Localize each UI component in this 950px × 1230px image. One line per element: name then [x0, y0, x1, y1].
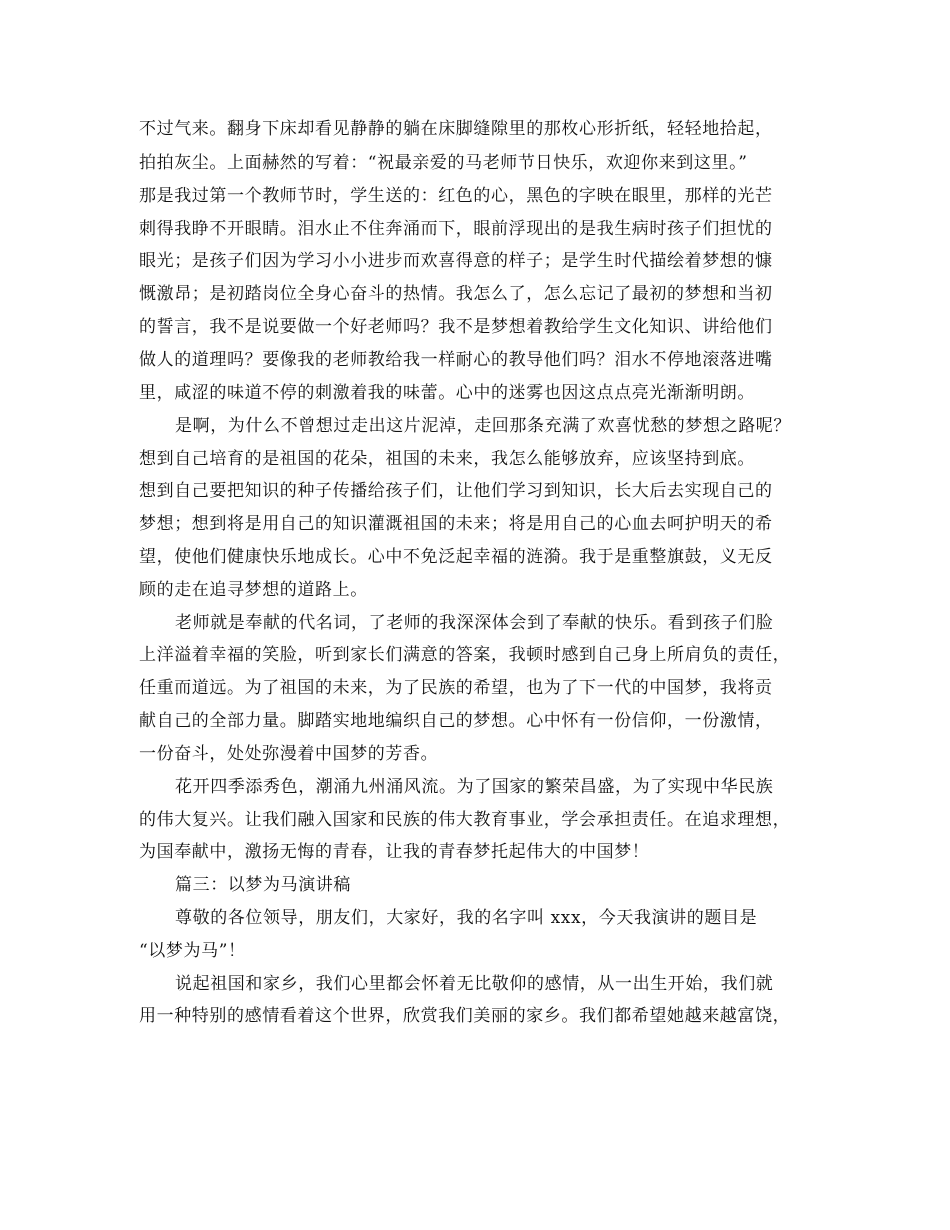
text-line: 做人的道理吗？要像我的老师教给我一样耐心的教导他们吗？泪水不停地滚落进嘴 — [139, 350, 773, 370]
text-line: 的誓言，我不是说要做一个好老师吗？我不是梦想着教给学生文化知识、讲给他们 — [139, 317, 773, 337]
text-line: 慨激昂；是初踏岗位全身心奋斗的热情。我怎么了，怎么忘记了最初的梦想和当初 — [139, 284, 773, 304]
text-line: 想到自己培育的是祖国的花朵，祖国的未来，我怎么能够放弃，应该坚持到底。 — [139, 449, 755, 469]
paragraph-start-line: 说起祖国和家乡，我们心里都会怀着无比敬仰的感情，从一出生开始，我们就 — [175, 974, 774, 994]
text-line: 顾的走在追寻梦想的道路上。 — [139, 580, 368, 600]
text-line: 任重而道远。为了祖国的未来，为了民族的希望，也为了下一代的中国梦，我将贡 — [139, 678, 773, 698]
text-line: 一份奋斗，处处弥漫着中国梦的芳香。 — [139, 744, 439, 764]
paragraph-start-line: 老师就是奉献的代名词，了老师的我深深体会到了奉献的快乐。看到孩子们脸 — [175, 613, 774, 633]
text-line: 梦想；想到将是用自己的知识灌溉祖国的未来；将是用自己的心血去呵护明天的希 — [139, 514, 773, 534]
paragraph-start-line: 尊敬的各位领导，朋友们，大家好，我的名字叫 xxx，今天我演讲的题目是 — [175, 908, 758, 928]
text-line: 拍拍灰尘。上面赫然的写着：“祝最亲爱的马老师节日快乐，欢迎你来到这里。” — [139, 153, 748, 173]
text-line: 不过气来。翻身下床却看见静静的躺在床脚缝隙里的那枚心形折纸，轻轻地拾起， — [139, 119, 773, 139]
text-line: 那是我过第一个教师节时，学生送的：红色的心，黑色的字映在眼里，那样的光芒 — [139, 186, 773, 206]
text-line: 为国奉献中，激扬无悔的青春，让我的青春梦托起伟大的中国梦！ — [139, 842, 650, 862]
section-heading: 篇三：以梦为马演讲稿 — [175, 875, 351, 895]
paragraph-start-line: 是啊，为什么不曾想过走出这片泥淖，走回那条充满了欢喜忧愁的梦想之路呢？ — [175, 416, 791, 436]
text-line: 用一种特别的感情看着这个世界，欣赏我们美丽的家乡。我们都希望她越来越富饶， — [139, 1006, 791, 1026]
text-line: 刺得我睁不开眼睛。泪水止不住奔涌而下，眼前浮现出的是我生病时孩子们担忧的 — [139, 219, 773, 239]
text-line: 上洋溢着幸福的笑脸，听到家长们满意的答案，我顿时感到自己身上所肩负的责任， — [139, 645, 791, 665]
text-line: 的伟大复兴。让我们融入国家和民族的伟大教育事业，学会承担责任。在追求理想， — [139, 810, 791, 830]
text-line: 献自己的全部力量。脚踏实地地编织自己的梦想。心中怀有一份信仰，一份激情， — [139, 711, 773, 731]
paragraph-start-line: 花开四季添秀色，潮涌九州涌风流。为了国家的繁荣昌盛，为了实现中华民族 — [175, 777, 774, 797]
text-line: 望，使他们健康快乐地成长。心中不免泛起幸福的涟漪。我于是重整旗鼓，义无反 — [139, 547, 773, 567]
text-line: “以梦为马”！ — [139, 941, 246, 961]
text-line: 眼光；是孩子们因为学习小小进步而欢喜得意的样子；是学生时代描绘着梦想的慷 — [139, 251, 773, 271]
text-line: 里，咸涩的味道不停的刺激着我的味蕾。心中的迷雾也因这点点亮光渐渐明朗。 — [139, 383, 755, 403]
text-line: 想到自己要把知识的种子传播给孩子们，让他们学习到知识，长大后去实现自己的 — [139, 481, 773, 501]
